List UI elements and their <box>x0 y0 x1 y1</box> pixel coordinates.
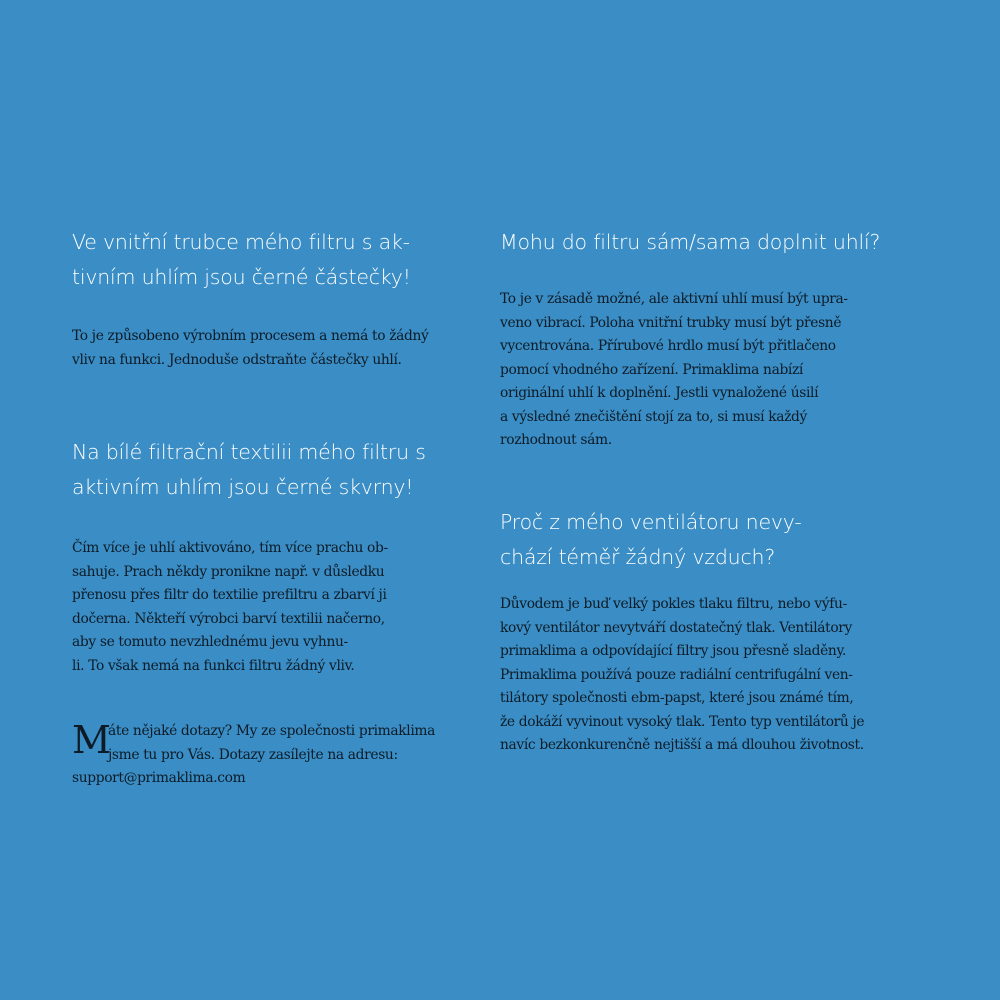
body-line: Čím více je uhlí aktivováno, tím více prachu ob- <box>72 540 388 556</box>
body-line: pomocí vhodného zařízení. Primaklima nabízí <box>500 361 803 378</box>
heading-line: Na bílé filtrační textilii mého filtru s <box>72 440 426 464</box>
heading-line: chází téměř žádný vzduch? <box>500 545 775 569</box>
body-line: originální uhlí k doplnění. Jestli vynaložené úsilí <box>500 385 819 401</box>
body-line: tilátory společnosti ebm-papst, které jsou známé tím, <box>500 690 854 706</box>
body-line: Primaklima používá pouze radiální centrifugální ven- <box>500 666 853 683</box>
body-line: přenosu přes filtr do textilie prefiltru a zbarví ji <box>72 587 387 603</box>
body-line: rozhodnout sám. <box>500 432 612 448</box>
body-line: sahuje. Prach někdy pronikne např. v důsledku <box>72 563 385 580</box>
contact-line: áte nějaké dotazy? My ze společnosti primaklima <box>108 723 435 739</box>
heading-line: Proč z mého ventilátoru nevy- <box>500 510 802 534</box>
body-line: a výsledné znečištění stojí za to, si musí každý <box>500 408 807 425</box>
dropcap-letter: M <box>72 718 111 762</box>
heading-line: aktivním uhlím jsou černé skvrny! <box>72 475 414 499</box>
body-line: veno vibrací. Poloha vnitřní trubky musí být přesně <box>500 314 842 331</box>
faq-heading-black-spots <box>72 435 426 505</box>
body-line: kový ventilátor nevytváří dostatečný tlak. Ventilátory <box>500 619 852 636</box>
body-line: navíc bezkonkurenčně nejtišší a má dlouhou životnost. <box>500 737 864 753</box>
faq-heading-refill-carbon <box>500 225 880 260</box>
faq-heading-black-particles <box>72 225 411 295</box>
support-email: support@primaklima.com <box>72 770 246 786</box>
body-line: To je způsobeno výrobním procesem a nemá to žádný <box>72 328 429 344</box>
faq-answer-refill-carbon <box>500 288 848 453</box>
body-line: To je v zásadě možné, ale aktivní uhlí musí být upra- <box>500 291 848 307</box>
heading-line: Ve vnitřní trubce mého filtru s ak- <box>72 230 410 254</box>
faq-heading-no-airflow <box>500 505 802 575</box>
faq-answer-black-spots <box>72 537 388 678</box>
body-line: vliv na funkci. Jednoduše odstraňte částečky uhlí. <box>72 351 402 368</box>
faq-answer-black-particles <box>72 325 428 372</box>
heading-line: Mohu do filtru sám/sama doplnit uhlí? <box>500 230 881 254</box>
body-line: vycentrována. Přírubové hrdlo musí být přitlačeno <box>500 338 836 354</box>
body-line: že dokáží vyvinout vysoký tlak. Tento typ ventilátorů je <box>500 713 865 730</box>
contact-note <box>72 720 435 791</box>
contact-line: jsme tu pro Vás. Dotazy zasílejte na adresu: <box>108 746 398 763</box>
heading-line: tivním uhlím jsou černé částečky! <box>72 265 411 289</box>
body-line: li. To však nemá na funkci filtru žádný vliv. <box>72 657 355 674</box>
body-line: Důvodem je buď velký pokles tlaku filtru, nebo výfu- <box>500 596 847 612</box>
body-line: dočerna. Někteří výrobci barví textilii načerno, <box>72 610 385 627</box>
faq-answer-no-airflow <box>500 593 864 758</box>
body-line: primaklima a odpovídající filtry jsou přesně sladěny. <box>500 643 847 659</box>
body-line: aby se tomuto nevzhlednému jevu vyhnu- <box>72 634 348 650</box>
